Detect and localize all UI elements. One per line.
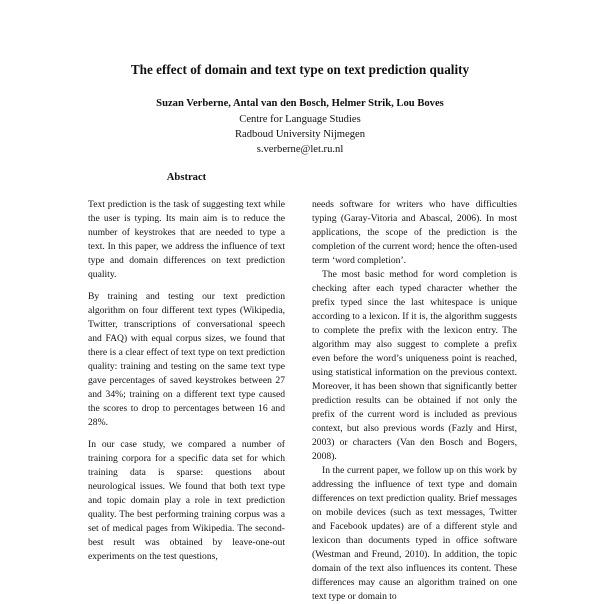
- abstract-paragraph-3: In our case study, we compared a number of training corpora for a specific data set for which training data is sparse: questions about neurological issues. We found that both text type and topic domain play a role in text prediction quality. The best performing training corpus was a set of medical pages from Wikipedia. The second-best result was obtained by leave-one-out experiments on the test questions,: [88, 439, 285, 562]
- paper-authors: Suzan Verberne, Antal van den Bosch, Helmer Strik, Lou Boves: [156, 98, 444, 109]
- body-paragraph-3: In the current paper, we follow up on this work by addressing the influence of text type and domain differences on text prediction quality. Brief messages on mobile devices (such as text messages, Twitter and Facebook updates) are of a different style and lexicon than documents typed in office software (Westman and Freund, 2010). In addition, the topic domain of the text also influences its content. These differences may cause an algorithm trained on one text type or domain to: [312, 465, 517, 602]
- paper-title: The effect of domain and text type on text prediction quality: [130, 62, 470, 77]
- abstract-heading: Abstract: [166, 172, 207, 183]
- body-column: [312, 198, 517, 604]
- affiliation-university: Radboud University Nijmegen: [234, 129, 366, 140]
- abstract-paragraph-2: By training and testing our text prediction algorithm on four different text types (Wikipedia, Twitter, transcriptions of conversational speech and FAQ) with equal corpus sizes, we found that there is a clear effect of text type on text prediction quality: training and testing on the same text type gave percentages of saved keystrokes between 27 and 34%; training on a different text type caused the scores to drop to percentages between 16 and 28%.: [88, 291, 285, 428]
- abstract-paragraph-1: Text prediction is the task of suggesting text while the user is typing. Its main aim is to reduce the number of keystrokes that are needed to type a text. In this paper, we address the influence of text type and domain differences on text prediction quality.: [88, 199, 285, 280]
- body-paragraph-1: needs software for writers who have difficulties typing (Garay-Vitoria and Abascal, 2006). In most applications, the scope of the prediction is the completion of the current word; hence the often-used term ‘word completion’.: [312, 199, 517, 266]
- affiliation-centre: Centre for Language Studies: [239, 114, 361, 125]
- author-email: s.verberne@let.ru.nl: [256, 144, 344, 155]
- body-paragraph-2: The most basic method for word completion is checking after each typed character whether the prefix typed since the last whitespace is unique according to a lexicon. If it is, the algorithm suggests to complete the prefix with the lexicon entry. The algorithm may also suggest to complete a prefix even before the word’s uniqueness point is reached, using statistical information on the previous context. Moreover, it has been shown that significantly better prediction results can be obtained if not only the prefix of the current word is included as previous context, but also previous words (Fazly and Hirst, 2003) or characters (Van den Bosch and Bogers, 2008).: [312, 269, 517, 462]
- abstract-column: [88, 198, 285, 572]
